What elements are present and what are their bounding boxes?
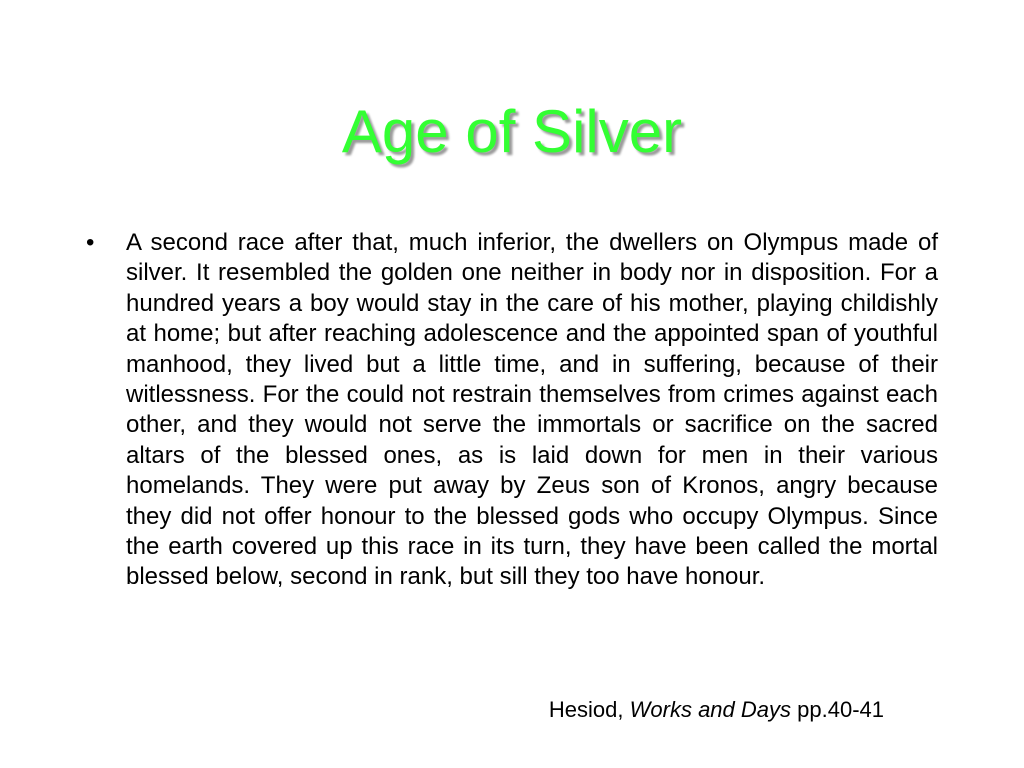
- citation-work-title: Works and Days: [629, 697, 792, 722]
- citation: [0, 696, 884, 724]
- bullet-text: A second race after that, much inferior, the dwellers on Olympus made of silver. It resembled the golden one neither in body nor in disposition. For a hundred years a boy would stay in the care of his mother, playing childishly at home; but after reaching adolescence and the appointed span of youthful manhood, they lived but a little time, and in suffering, because of their witlessness. For the could not restrain themselves from crimes against each other, and they would not serve the immortals or sacrifice on the sacred altars of the blessed ones, as is laid down for men in their various homelands. They were put away by Zeus son of Kronos, angry because they did not offer honour to the blessed gods who occupy Olympus. Since the earth covered up this race in its turn, they have been called the mortal blessed below, second in rank, but sill they too have honour.: [126, 229, 938, 591]
- bullet-list: [86, 228, 938, 593]
- bullet-item: [86, 228, 938, 593]
- bullet-marker: •: [86, 229, 95, 256]
- citation-pages: pp.40-41: [797, 697, 884, 722]
- citation-author: Hesiod,: [548, 697, 624, 722]
- slide-title: Age of Silver: [341, 98, 683, 165]
